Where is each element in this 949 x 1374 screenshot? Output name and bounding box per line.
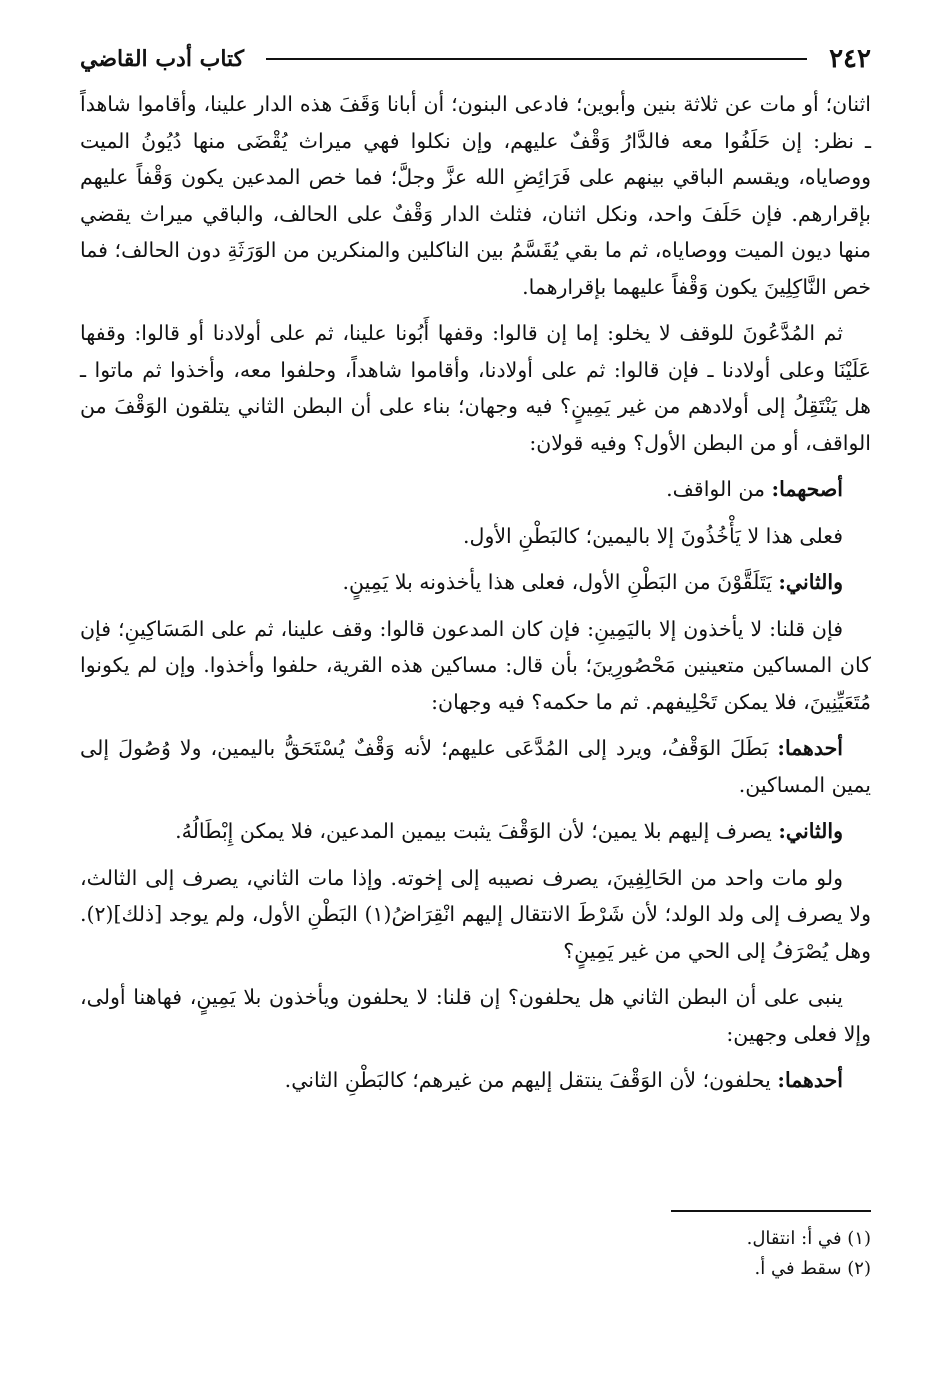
footnote: (١) في أ: انتقال. <box>746 1228 871 1249</box>
paragraph-text: اثنان؛ أو مات عن ثلاثة بنين وأبوين؛ فادعى البنون؛ أن أبانا وَقَفَ هذه الدار علينا، وأقاموا شاهداً ـ نظر: إن حَلَفُوا معه فالدَّارُ وَقْفٌ عليهم، وإن نكلوا فهي ميراث يُقْضَى منها دُيُونُ الميت ووصاياه، ويقسم الباقي بينهم على فَرَائِضِ الله عزَّ وجلَّ؛ فما خص المدعين يكون وَقْفاً عليهم بإقرارهم. فإن حَلَفَ واحد، ونكل اثنان، فثلث الدار وَقْفٌ على الحالف، والباقي ميراث يقضي منها ديون الميت ووصاياه، ثم ما بقي يُقَسَّمُ بين الناكلين والمنكرين من الوَرَثَةِ دون الحالف؛ فما خص النَّاكِلِينَ يكون وَقْفاً عليهما بإقرارهما. <box>80 92 871 299</box>
paragraph <box>80 730 871 803</box>
paragraph <box>80 471 871 508</box>
page-body <box>80 86 871 1099</box>
footnotes <box>81 1224 871 1284</box>
paragraph-lead: والثاني: <box>778 819 843 843</box>
paragraph-lead: أحدهما: <box>777 1068 843 1092</box>
paragraph <box>80 1062 871 1099</box>
paragraph <box>80 611 871 721</box>
paragraph <box>80 518 871 555</box>
paragraph-text: ينبى على أن البطن الثاني هل يحلفون؟ إن قلنا: لا يحلفون ويأخذون بلا يَمِينٍ، فهاهنا أولى، وإلا فعلى وجهين: <box>80 985 871 1046</box>
paragraph-text: يحلفون؛ لأن الوَقْفَ ينتقل إليهم من غيرهم؛ كالبَطْنِ الثاني. <box>284 1068 778 1092</box>
header-rule <box>266 58 807 60</box>
paragraph-text: فإن قلنا: لا يأخذون إلا باليَمِينِ: فإن كان المدعون قالوا: وقف علينا، ثم على المَسَاكِينِ؛ فإن كان المساكين متعينين مَحْصُورِينَ؛ بأن قال: مساكين هذه القرية، حلفوا وأخذوا. وإن لم يكونوا مُتَعَيِّنِينَ، فلا يمكن تَحْلِيفهم. ثم ما حكمه؟ فيه وجهان: <box>80 616 871 714</box>
paragraph-text: يصرف إليهم بلا يمين؛ لأن الوَقْفَ يثبت بيمين المدعين، فلا يمكن إِبْطَالُهُ. <box>175 819 779 843</box>
paragraph <box>80 315 871 461</box>
page-header <box>80 36 871 82</box>
paragraph <box>80 860 871 970</box>
paragraph-lead: أحدهما: <box>777 736 843 760</box>
paragraph-text: يَتَلَقَّوْنَ من البَطْنِ الأول، فعلى هذا يأخذونه بلا يَمِينٍ. <box>342 570 779 594</box>
paragraph <box>80 86 871 305</box>
paragraph <box>80 979 871 1052</box>
paragraph-lead: والثاني: <box>778 570 843 594</box>
paragraph-lead: أصحهما: <box>771 477 843 501</box>
book-title: كتاب أدب القاضي <box>80 46 245 72</box>
paragraph-text: بَطَلَ الوَقْفُ، ويرد إلى المُدَّعَى عليهم؛ لأنه وَقْفٌ يُسْتَحَقُّ باليمين، ولا وُصُولَ إلى يمين المساكين. <box>80 736 871 797</box>
footnote: (٢) سقط في أ. <box>754 1258 871 1279</box>
paragraph-text: ولو مات واحد من الحَالِفِينَ، يصرف نصيبه إلى إخوته. وإذا مات الثاني، يصرف إلى الثالث، ولا يصرف إلى ولد الولد؛ لأن شَرْطَ الانتقال إليهم انْقِرَاضُ(١) البَطْنِ الأول، ولم يوجد [ذلك](٢). وهل يُصْرَفُ إلى الحي من غير يَمِينٍ؟ <box>80 865 871 963</box>
paragraph <box>80 813 871 850</box>
paragraph-text: ثم المُدَّعُونَ للوقف لا يخلو: إما إن قالوا: وقفها أَبُونا علينا، ثم على أولادنا أو قالوا: وقفها عَلَيْنَا وعلى أولادنا ـ فإن قالوا: ثم على أولادنا، وأقاموا شاهداً، وحلفوا معه، وأخذوا ثم ماتوا ـ هل يَنْتَقِلُ إلى أولادهم من غير يَمِينٍ؟ فيه وجهان؛ بناء على أن البطن الثاني يتلقون الوَقْفَ من الواقف، أو من البطن الأول؟ وفيه قولان: <box>80 321 871 455</box>
paragraph-text: من الواقف. <box>666 477 772 501</box>
paragraph <box>80 564 871 601</box>
page-number: ٢٤٢ <box>829 44 871 74</box>
paragraph-text: فعلى هذا لا يَأْخُذُونَ إلا باليمين؛ كالبَطْنِ الأول. <box>463 523 843 548</box>
footnote-rule <box>671 1210 871 1212</box>
